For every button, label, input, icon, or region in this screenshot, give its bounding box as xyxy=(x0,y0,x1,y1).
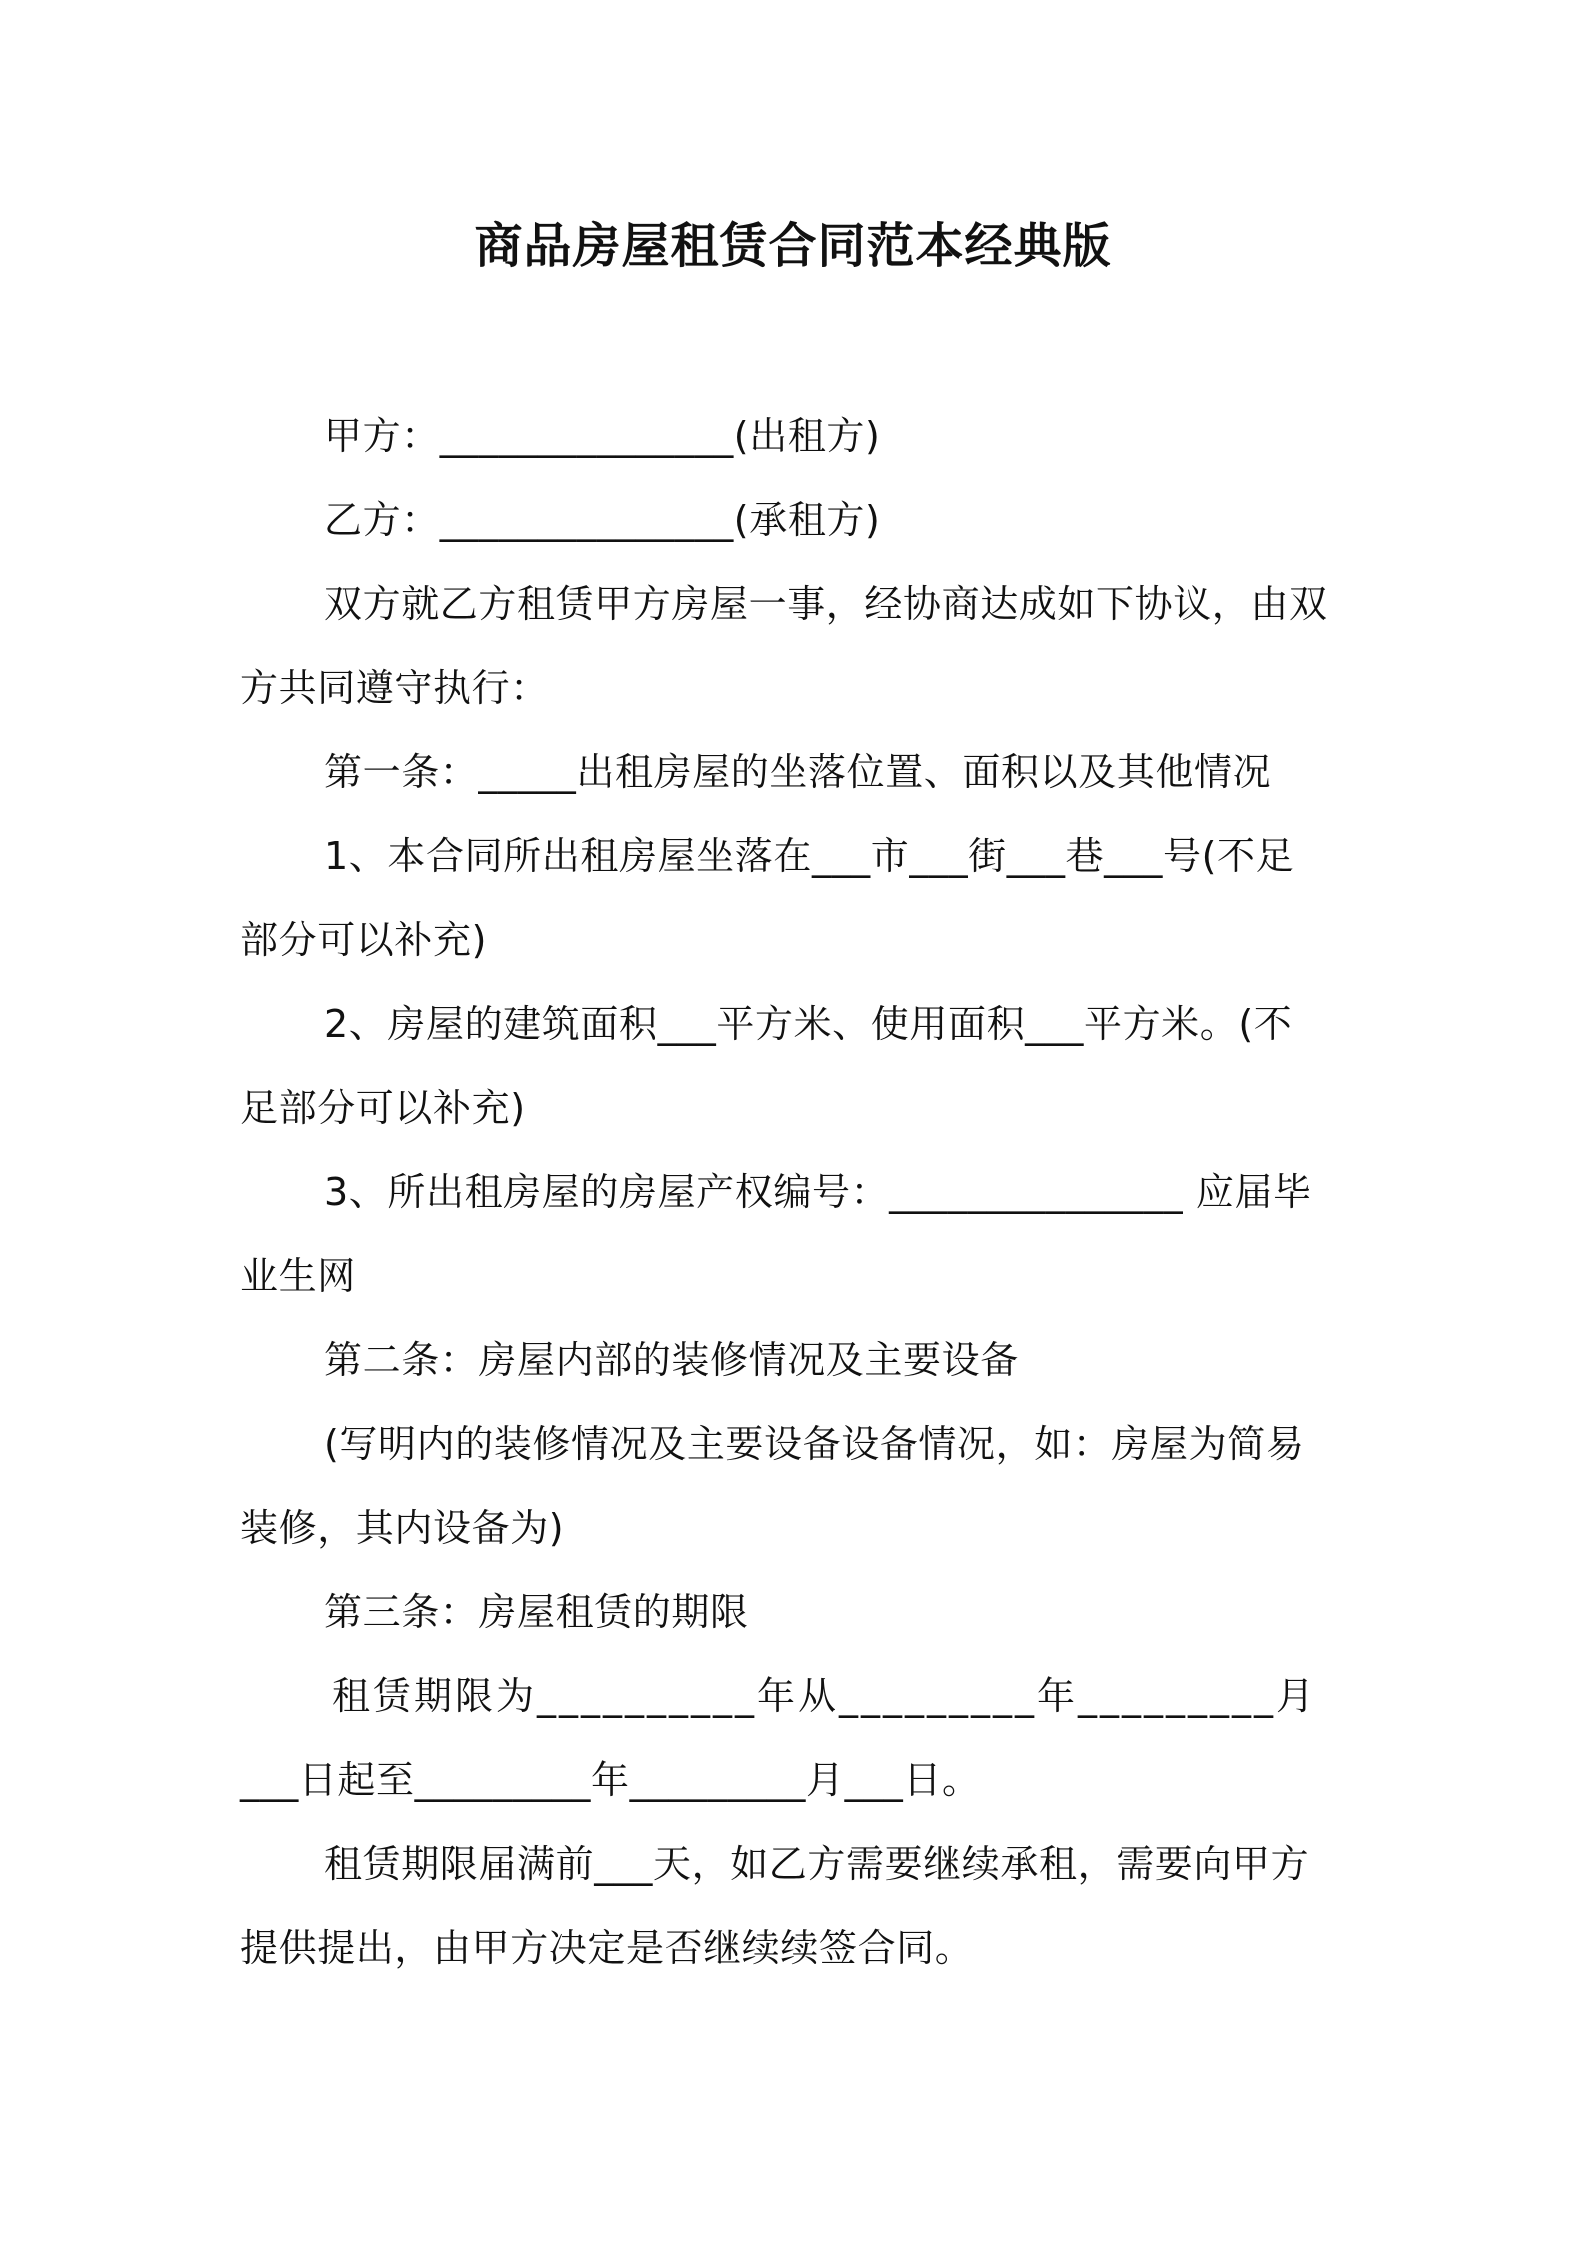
clause-2-line-2: 足部分可以补充) xyxy=(240,1086,526,1130)
preamble-line-2: 方共同遵守执行： xyxy=(240,666,549,710)
lease-term-line-2: ___日起至_________年_________月___日。 xyxy=(240,1758,981,1802)
preamble-line-1: 双方就乙方租赁甲方房屋一事，经协商达成如下协议，由双 xyxy=(324,582,1328,626)
document-title: 商品房屋租赁合同范本经典版 xyxy=(474,218,1112,274)
article-1-heading: 第一条：_____出租房屋的坐落位置、面积以及其他情况 xyxy=(324,750,1272,794)
party-b-line: 乙方：_______________(承租方) xyxy=(324,498,881,542)
article-2-heading: 第二条：房屋内部的装修情况及主要设备 xyxy=(324,1338,1019,1382)
lease-term-line-1: 租赁期限为__________年从_________年_________月 xyxy=(332,1674,1318,1718)
clause-3-line-1: 3、所出租房屋的房屋产权编号：_______________ 应届毕 xyxy=(324,1170,1312,1214)
clause-2-line-1: 2、房屋的建筑面积___平方米、使用面积___平方米。(不 xyxy=(324,1002,1293,1046)
clause-1-line-1: 1、本合同所出租房屋坐落在___市___街___巷___号(不足 xyxy=(324,834,1295,878)
clause-1-line-2: 部分可以补充) xyxy=(240,918,488,962)
renewal-line-1: 租赁期限届满前___天，如乙方需要继续承租，需要向甲方 xyxy=(324,1842,1310,1886)
article-2-note-line-2: 装修，其内设备为) xyxy=(240,1506,565,1550)
renewal-line-2: 提供提出，由甲方决定是否继续续签合同。 xyxy=(240,1926,974,1970)
clause-3-line-2: 业生网 xyxy=(240,1254,356,1298)
article-2-note-line-1: (写明内的装修情况及主要设备设备情况，如：房屋为简易 xyxy=(324,1422,1305,1466)
party-a-line: 甲方：_______________(出租方) xyxy=(324,414,881,458)
article-3-heading: 第三条：房屋租赁的期限 xyxy=(324,1590,749,1634)
